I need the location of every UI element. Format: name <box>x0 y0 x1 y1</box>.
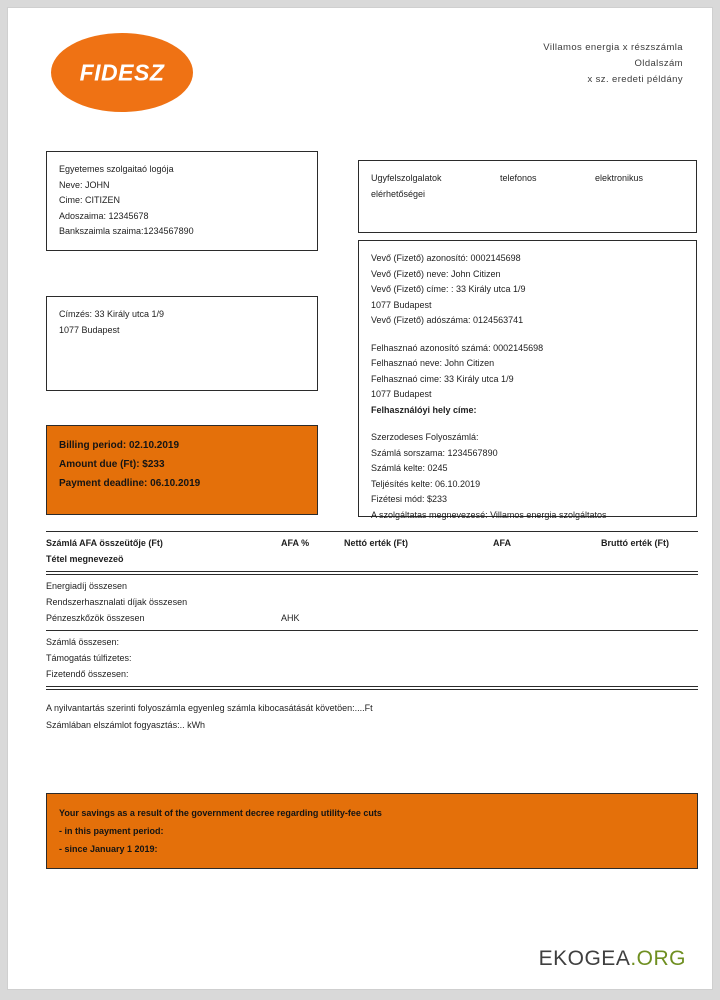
footnote-consumption: Számlában elszámlot fogyasztás:.. kWh <box>46 720 206 730</box>
header-col-netto: Nettó erték (Ft) <box>344 538 409 548</box>
customer-service-contact-content <box>359 161 696 212</box>
row-label: Energiadíj összesen <box>46 581 128 591</box>
payer-city: 1077 Budapest <box>371 299 432 310</box>
supplier-bank-account: Bankszaimla szaima:1234567890 <box>59 226 194 236</box>
payment-method: Fizétesi mód: $233 <box>371 494 448 504</box>
table-total-row <box>46 666 698 682</box>
total-label: Támogatás túlfizetes: <box>46 653 132 663</box>
invoice-page <box>7 7 713 990</box>
header-line-page-number: Oldalszám <box>634 58 683 69</box>
fidesz-logo <box>51 33 193 112</box>
billing-period: Billing period: 02.10.2019 <box>59 440 180 451</box>
contract-account: Szerzodeses Folyoszámlá: <box>371 432 479 442</box>
supplier-address: Cime: CITIZEN <box>59 195 121 205</box>
customer-service-contact-box <box>358 160 697 233</box>
contact-word-service: Ugyfelszolgalatok <box>371 173 442 183</box>
logo-ellipse-shape <box>51 33 193 112</box>
savings-since-january: - since January 1 2019: <box>59 844 158 854</box>
contact-word-phone: telefonos <box>499 173 537 183</box>
watermark-tld: .ORG <box>630 947 686 970</box>
mailing-address-content <box>47 297 317 348</box>
payer-id: Vevő (Fizető) azonosító: 0002145698 <box>371 253 521 263</box>
table-row <box>46 578 698 594</box>
table-row <box>46 610 698 626</box>
savings-box-content <box>47 794 697 868</box>
savings-title: Your savings as a result of the government decree regarding utility-fee cuts <box>59 808 382 818</box>
table-bottom-rule <box>46 686 698 690</box>
row-label: Pénzeszkőzök összesen <box>46 613 145 623</box>
contact-word-availability: elérhetőségei <box>371 188 426 199</box>
customer-details-content <box>359 241 696 533</box>
table-header-row-1 <box>46 535 698 551</box>
invoice-date: Számlá kelte: 0245 <box>371 463 448 473</box>
invoice-footnote <box>46 700 698 734</box>
supplier-box-content <box>47 152 317 250</box>
payer-tax-number: Vevő (Fizető) adószáma: 0124563741 <box>371 315 524 325</box>
consumption-site-address-label: Felhasználóyi hely címe: <box>371 404 477 415</box>
mailing-address-box <box>46 296 318 391</box>
supplier-logo-label: Egyetemes szolgaitaó logója <box>59 164 174 174</box>
total-label: Fizetendő összesen: <box>46 669 129 679</box>
row-afa-percent: AHK <box>281 613 300 623</box>
header-subtitle: Tétel megnevezeö <box>46 554 124 564</box>
table-total-row <box>46 634 698 650</box>
vat-summary-table <box>46 531 698 690</box>
total-label: Számlá összesen: <box>46 637 120 647</box>
mailing-address-city: 1077 Budapest <box>59 324 120 335</box>
logo-text: FIDESZ <box>79 59 165 85</box>
header-title: Számlá AFA összeütője (Ft) <box>46 538 163 548</box>
invoice-serial-number: Számlá sorszama: 1234567890 <box>371 447 498 458</box>
user-city: 1077 Budapest <box>371 389 432 399</box>
supplier-box <box>46 151 318 251</box>
user-group <box>371 341 684 419</box>
savings-this-period: - in this payment period: <box>59 826 164 836</box>
payer-address: Vevő (Fizető) címe: : 33 Király utca 1/9 <box>371 284 526 294</box>
invoice-group <box>371 430 684 523</box>
footnote-balance: A nyilvantartás szerinti folyoszámla egyenleg számla kibocasátását követöen:....Ft <box>46 703 373 713</box>
header-col-afa: AFA <box>493 538 511 548</box>
user-address: Felhasznaó cime: 33 Király utca 1/9 <box>371 373 514 384</box>
payer-name: Vevő (Fizető) neve: John Citizen <box>371 268 501 279</box>
table-header <box>46 532 698 571</box>
header-line-doc-type: Villamos energia x részszámla <box>543 42 683 53</box>
table-totals <box>46 631 698 686</box>
table-header-row-2 <box>46 551 698 567</box>
fulfillment-date: Teljésítés kelte: 06.10.2019 <box>371 478 481 489</box>
payer-group <box>371 251 684 329</box>
row-label: Rendszerhasznalati díjak összesen <box>46 597 188 607</box>
customer-service-contact-line <box>371 171 643 187</box>
amount-due: Amount due (Ft): $233 <box>59 459 165 470</box>
mailing-address-street: Címzés: 33 Király utca 1/9 <box>59 309 165 319</box>
table-total-row <box>46 650 698 666</box>
table-row <box>46 594 698 610</box>
customer-details-box <box>358 240 697 520</box>
user-name: Felhasznaó neve: John Citizen <box>371 358 495 368</box>
ekogea-watermark <box>539 947 686 971</box>
supplier-tax-number: Adoszaima: 12345678 <box>59 210 149 221</box>
billing-summary-content <box>47 426 317 503</box>
service-description: A szolgáltatas megnevezesé: Villamos energia szolgáltatos <box>371 509 607 520</box>
payment-deadline: Payment deadline: 06.10.2019 <box>59 478 201 489</box>
header-line-copy-number: x sz. eredeti példány <box>587 74 683 85</box>
document-header <box>353 40 683 88</box>
header-col-brutto: Bruttó erték (Ft) <box>601 538 669 548</box>
contact-word-electronic: elektronikus <box>594 173 643 183</box>
savings-box <box>46 793 698 869</box>
watermark-name: EKOGEA <box>538 947 631 970</box>
header-col-afa-percent: AFA % <box>281 538 310 548</box>
user-id: Felhasznaó azonosító számá: 0002145698 <box>371 342 544 353</box>
table-body <box>46 575 698 630</box>
supplier-name: Neve: JOHN <box>59 179 110 190</box>
billing-summary-box <box>46 425 318 515</box>
